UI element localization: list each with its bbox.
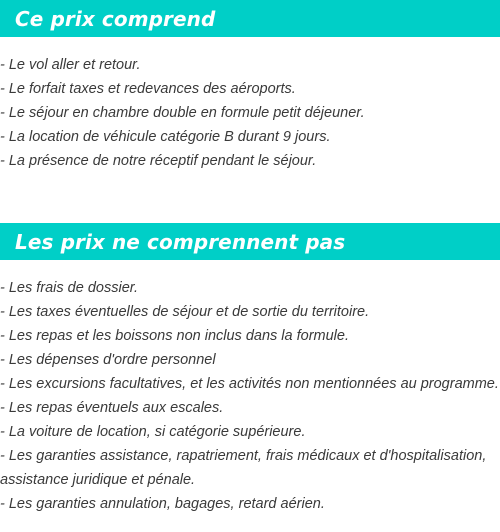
includes-list-item: - La location de véhicule catégorie B durant 9 jours.: [0, 129, 331, 145]
includes-list-item: - La présence de notre réceptif pendant le séjour.: [0, 153, 317, 169]
excludes-list-item: - Les garanties assistance, rapatriement, frais médicaux et d'hospitalisation, assistance juridique et pénale.: [0, 448, 487, 488]
excludes-list-item: - Les repas et les boissons non inclus dans la formule.: [0, 328, 349, 344]
excludes-section-header: [0, 223, 500, 260]
excludes-list-item: - Les frais de dossier.: [0, 280, 139, 296]
excludes-list-item: - Les repas éventuels aux escales.: [0, 400, 224, 416]
includes-section-header: [0, 0, 500, 37]
excludes-list-item: - La voiture de location, si catégorie supérieure.: [0, 424, 306, 440]
includes-list-item: - Le forfait taxes et redevances des aéroports.: [0, 81, 296, 97]
includes-list-item: - Le vol aller et retour.: [0, 57, 141, 73]
excludes-list-item: - Les taxes éventuelles de séjour et de sortie du territoire.: [0, 304, 370, 320]
excludes-list: [0, 276, 500, 516]
includes-list: [0, 53, 500, 173]
includes-section-title: Ce prix comprend: [15, 6, 216, 31]
includes-list-item: - Le séjour en chambre double en formule petit déjeuner.: [0, 105, 365, 121]
excludes-list-item: - Les garanties annulation, bagages, retard aérien.: [0, 496, 325, 512]
excludes-section-title: Les prix ne comprennent pas: [15, 229, 346, 254]
excludes-list-item: - Les dépenses d'ordre personnel: [0, 352, 216, 368]
excludes-list-item: - Les excursions facultatives, et les activités non mentionnées au programme.: [0, 376, 499, 392]
